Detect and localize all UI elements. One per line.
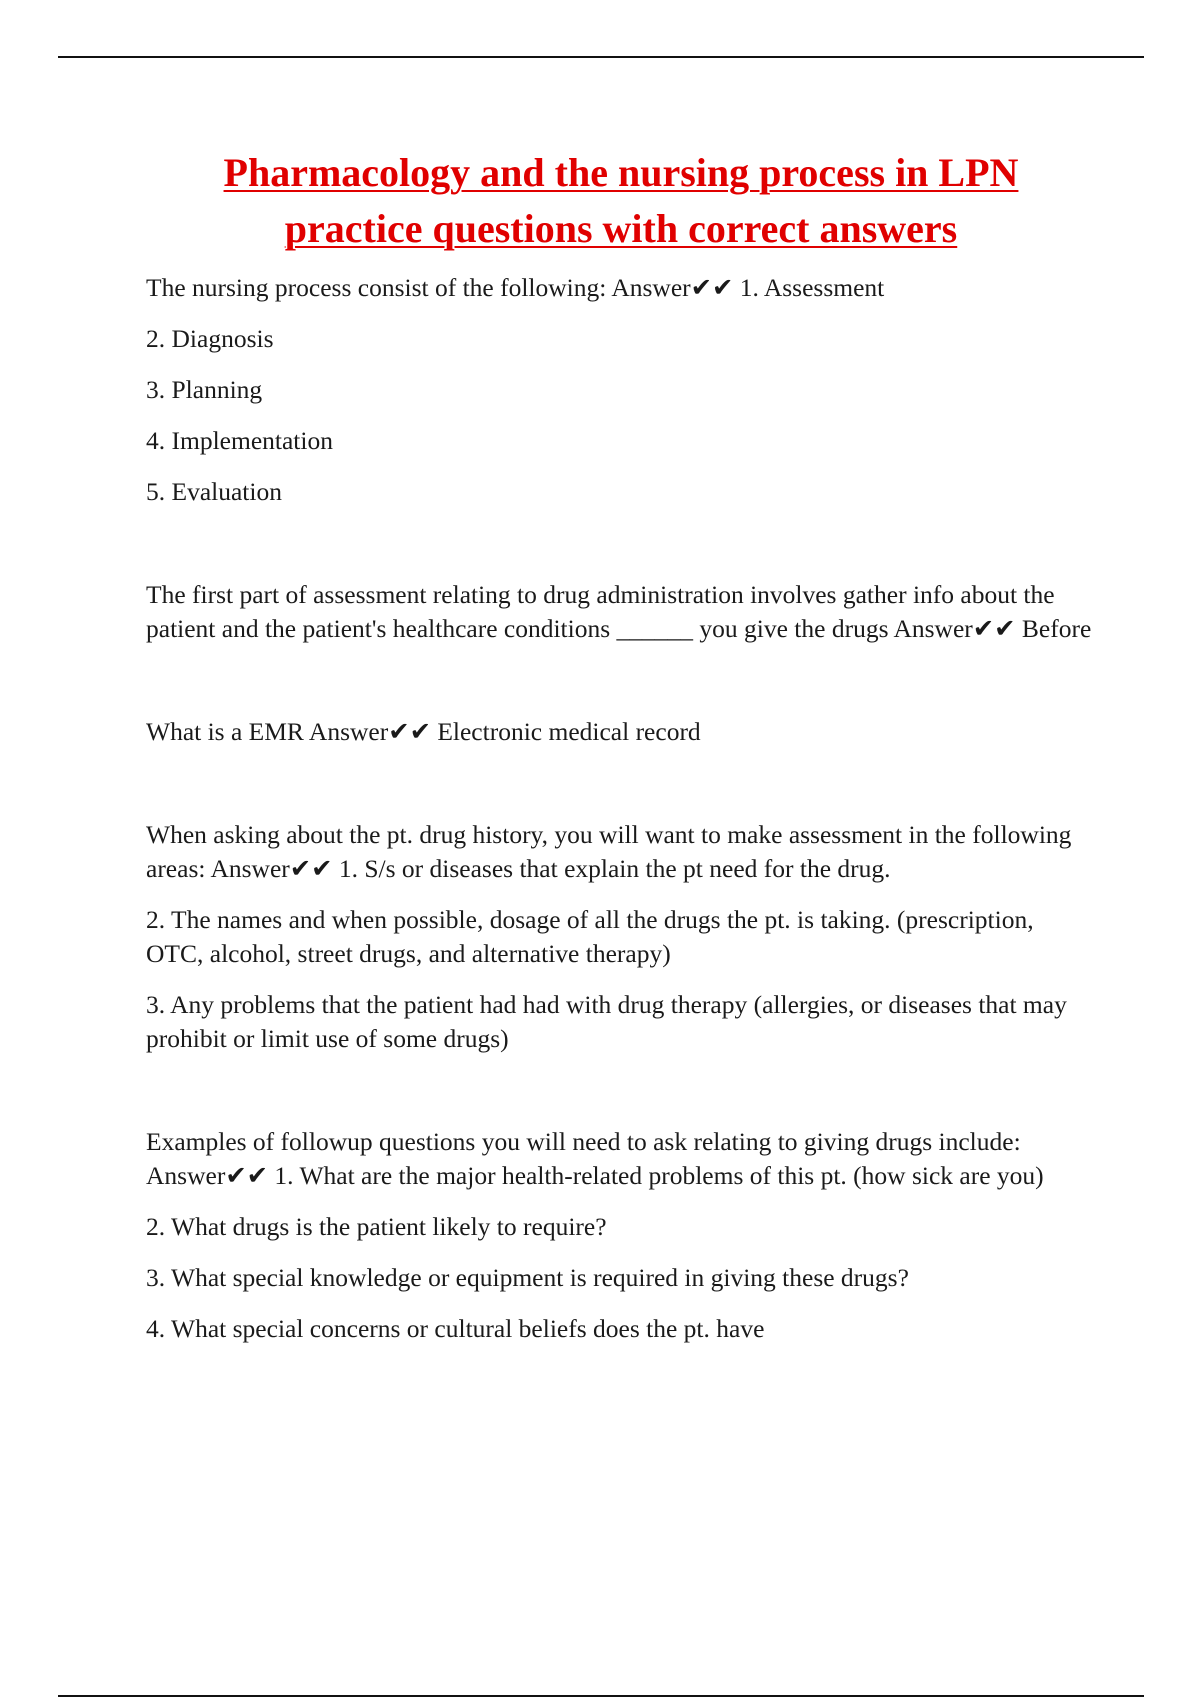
question: The first part of assessment relating to drug administration involves gather info about the patient and the patient's healthcare conditions ______ you give the drugs: [146, 580, 1055, 643]
answer-item: 5. Evaluation: [146, 477, 282, 506]
answer-item: 2. Diagnosis: [146, 324, 274, 353]
answer-item: 3. Any problems that the patient had had with drug therapy (allergies, or diseases that may prohibit or limit use of some drugs): [146, 990, 1067, 1053]
answer: 1. Assessment: [739, 273, 885, 302]
qa-block: [146, 1125, 1096, 1346]
question-text: [146, 715, 1096, 749]
qa-block: [146, 715, 1096, 749]
qa-block: [146, 271, 1096, 509]
answer-marker: Answer✔✔: [611, 273, 734, 302]
answer-marker: Answer✔✔: [893, 614, 1016, 643]
answer-item: 4. What special concerns or cultural beliefs does the pt. have: [146, 1314, 765, 1343]
question-text: [146, 1125, 1096, 1193]
answer-item: 3. Planning: [146, 375, 263, 404]
question-text: [146, 271, 1096, 305]
question-text: [146, 818, 1096, 886]
qa-block: [146, 818, 1096, 1056]
question: When asking about the pt. drug history, you will want to make assessment in the following areas:: [146, 820, 1072, 883]
top-rule: [58, 56, 1144, 58]
qa-block: [146, 578, 1096, 646]
answer: Before: [1021, 614, 1092, 643]
bottom-rule: [58, 1695, 1144, 1697]
page-title: [146, 145, 1096, 257]
answer-item: 2. The names and when possible, dosage of all the drugs the pt. is taking. (prescription, OTC, alcohol, street drugs, and alternative therapy): [146, 905, 1034, 968]
answer-item: 3. What special knowledge or equipment is required in giving these drugs?: [146, 1263, 909, 1292]
answer-item: 4. Implementation: [146, 426, 333, 455]
answer-item: 2. What drugs is the patient likely to require?: [146, 1212, 607, 1241]
answer-marker: Answer✔✔: [146, 1161, 269, 1190]
document-page: [146, 145, 1096, 1346]
question: What is a EMR: [146, 717, 304, 746]
title-line-1: Pharmacology and the nursing process in LPN: [223, 150, 1019, 195]
question: Examples of followup questions you will need to ask relating to giving drugs include:: [146, 1127, 1021, 1156]
question-text: [146, 578, 1096, 646]
answer: 1. What are the major health-related problems of this pt. (how sick are you): [274, 1161, 1044, 1190]
answer-marker: Answer✔✔: [308, 717, 431, 746]
answer: 1. S/s or diseases that explain the pt need for the drug.: [338, 854, 891, 883]
title-line-2: practice questions with correct answers: [284, 206, 958, 251]
answer-marker: Answer✔✔: [210, 854, 333, 883]
answer: Electronic medical record: [437, 717, 701, 746]
question: The nursing process consist of the following:: [146, 273, 607, 302]
